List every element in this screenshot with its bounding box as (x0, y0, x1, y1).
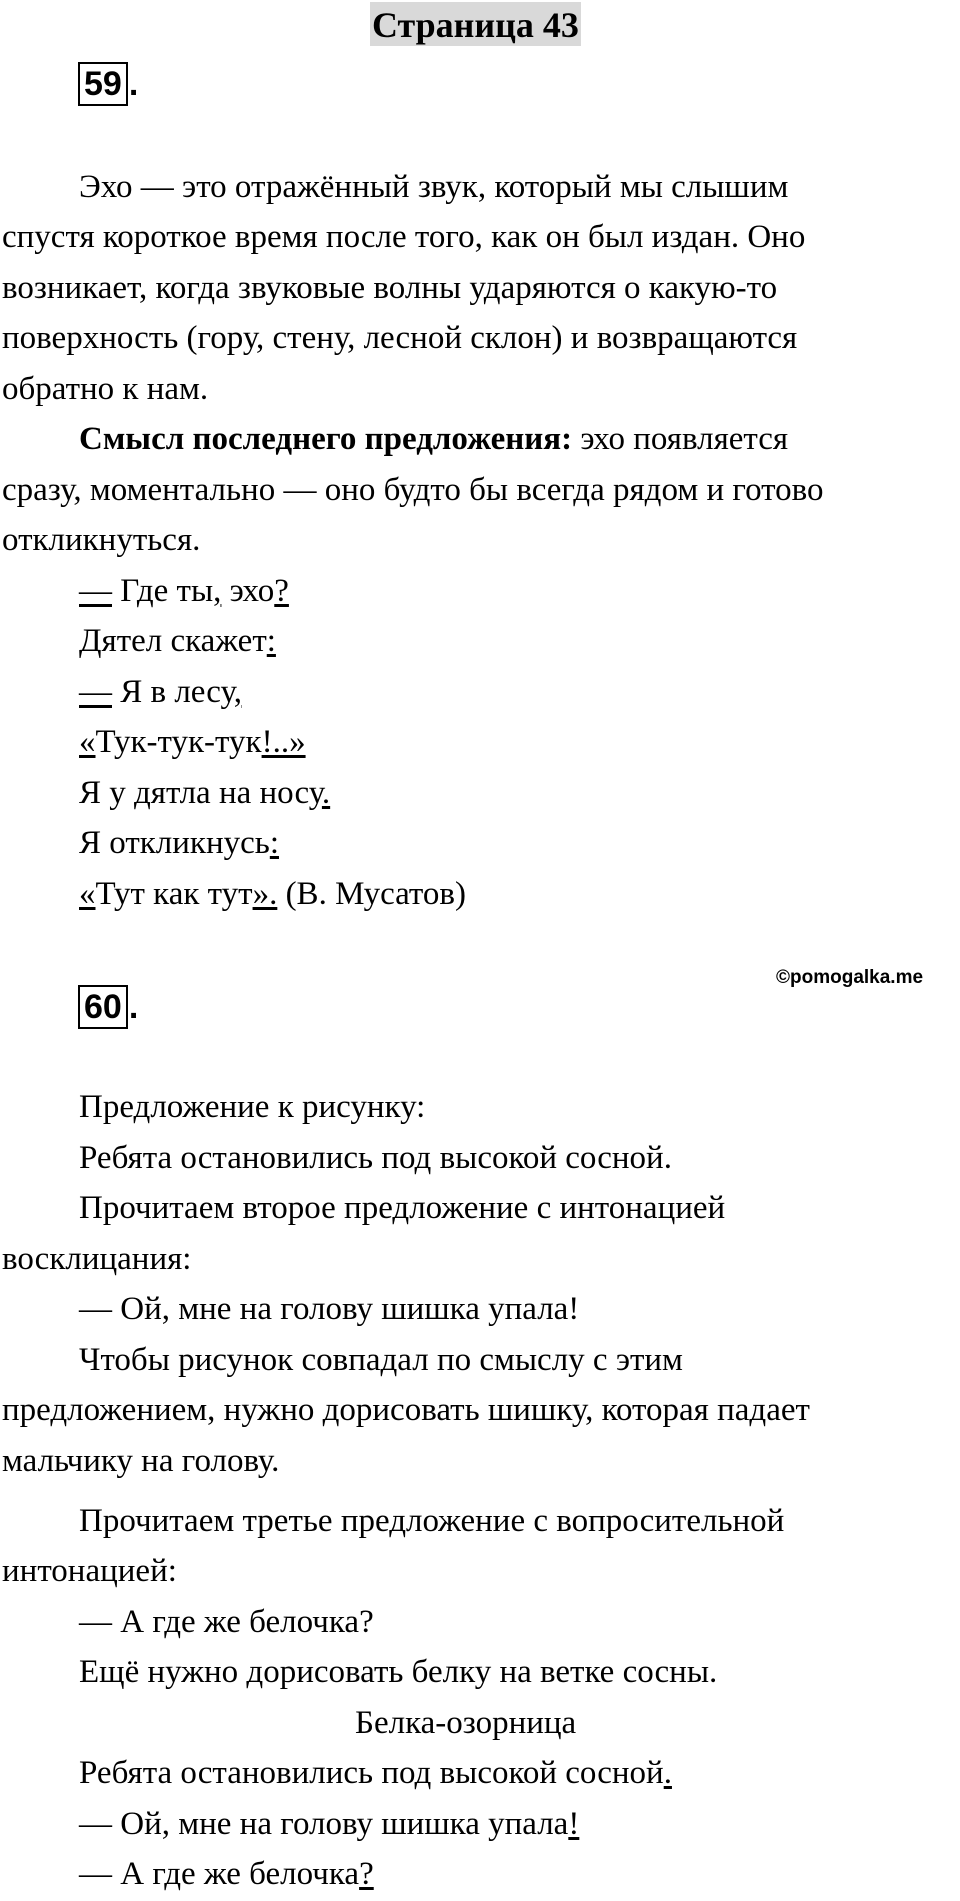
paragraph-line: сразу, моментально — оно будто бы всегда рядом и готово (2, 472, 824, 508)
poem-line (79, 874, 466, 914)
watermark: ©pomogalka.me (776, 967, 924, 988)
story-line (79, 1753, 672, 1793)
poem-line (79, 621, 276, 661)
paragraph-line: Ещё нужно дорисовать белку на ветке сосны. (79, 1654, 718, 1690)
task-number-59 (78, 62, 138, 106)
story-line (79, 1804, 579, 1844)
poem-punct: ». (252, 876, 278, 912)
story-punct: . (663, 1755, 672, 1791)
story-title: Белка-озорница (355, 1705, 577, 1741)
poem-punct: — (79, 573, 112, 609)
poem-punct: : (269, 825, 279, 861)
meaning-line (79, 419, 788, 459)
paragraph-line: Эхо — это отражённый звук, который мы слышим (79, 169, 789, 205)
task-number-dot: . (128, 988, 139, 1026)
meaning-heading: Смысл последнего предложения: (79, 421, 573, 457)
paragraph-line: Прочитаем третье предложение с вопросительной (79, 1503, 785, 1539)
story-punct: ? (359, 1856, 374, 1892)
paragraph-line: Ребята остановились под высокой сосной. (79, 1140, 672, 1176)
poem-punct: ? (274, 573, 289, 609)
poem-text: Дятел скажет (79, 623, 267, 659)
paragraph-line: обратно к нам. (2, 371, 209, 407)
poem-text: Я откликнусь (79, 825, 270, 861)
poem-text: Тут как тут (95, 876, 253, 912)
paragraph-line: Предложение к рисунку: (79, 1089, 426, 1125)
story-punct: ! (568, 1806, 580, 1842)
paragraph-line: поверхность (гору, стену, лесной склон) и возвращаются (2, 320, 798, 356)
paragraph-line: возникает, когда звуковые волны ударяются о какую-то (2, 270, 778, 306)
poem-text: Я в лесу (112, 674, 234, 710)
poem-line (79, 571, 289, 611)
poem-author: (В. Мусатов) (277, 876, 466, 912)
paragraph-line: мальчику на голову. (2, 1443, 280, 1479)
task-number-box: 59 (78, 62, 128, 106)
poem-line (79, 722, 306, 762)
poem-line (79, 672, 242, 712)
story-text: — Ой, мне на голову шишка упала (79, 1806, 569, 1842)
paragraph-line: — А где же белочка? (79, 1604, 374, 1640)
poem-line (79, 773, 330, 813)
poem-punct: , (233, 674, 242, 710)
poem-punct: « (79, 724, 96, 760)
paragraph-line: восклицания: (2, 1241, 192, 1277)
poem-punct: : (266, 623, 276, 659)
poem-text: Я у дятла на носу (79, 775, 322, 811)
poem-punct: , (213, 573, 222, 609)
task-number-dot: . (128, 65, 139, 103)
paragraph-line: — Ой, мне на голову шишка упала! (79, 1291, 580, 1327)
poem-punct: !..» (261, 724, 306, 760)
paragraph-line: Прочитаем второе предложение с интонацией (79, 1190, 726, 1226)
page-title: Страница 43 (370, 2, 581, 46)
poem-text: эхо (221, 573, 275, 609)
paragraph-line: спустя короткое время после того, как он был издан. Оно (2, 219, 806, 255)
poem-punct: — (79, 674, 112, 710)
paragraph-line: откликнуться. (2, 522, 201, 558)
poem-punct: . (321, 775, 331, 811)
poem-text: Тук-тук-тук (95, 724, 262, 760)
paragraph-line: Чтобы рисунок совпадал по смыслу с этим (79, 1342, 683, 1378)
story-line (79, 1854, 374, 1894)
poem-punct: « (79, 876, 96, 912)
story-text: Ребята остановились под высокой сосной (79, 1755, 664, 1791)
task-number-60 (78, 985, 138, 1029)
story-text: — А где же белочка (79, 1856, 360, 1892)
task-number-box: 60 (78, 985, 128, 1029)
paragraph-line: предложением, нужно дорисовать шишку, которая падает (2, 1392, 810, 1428)
poem-line (79, 823, 279, 863)
meaning-text: эхо появляется (572, 421, 789, 457)
paragraph-line: интонацией: (2, 1553, 177, 1589)
poem-text: Где ты (112, 573, 214, 609)
